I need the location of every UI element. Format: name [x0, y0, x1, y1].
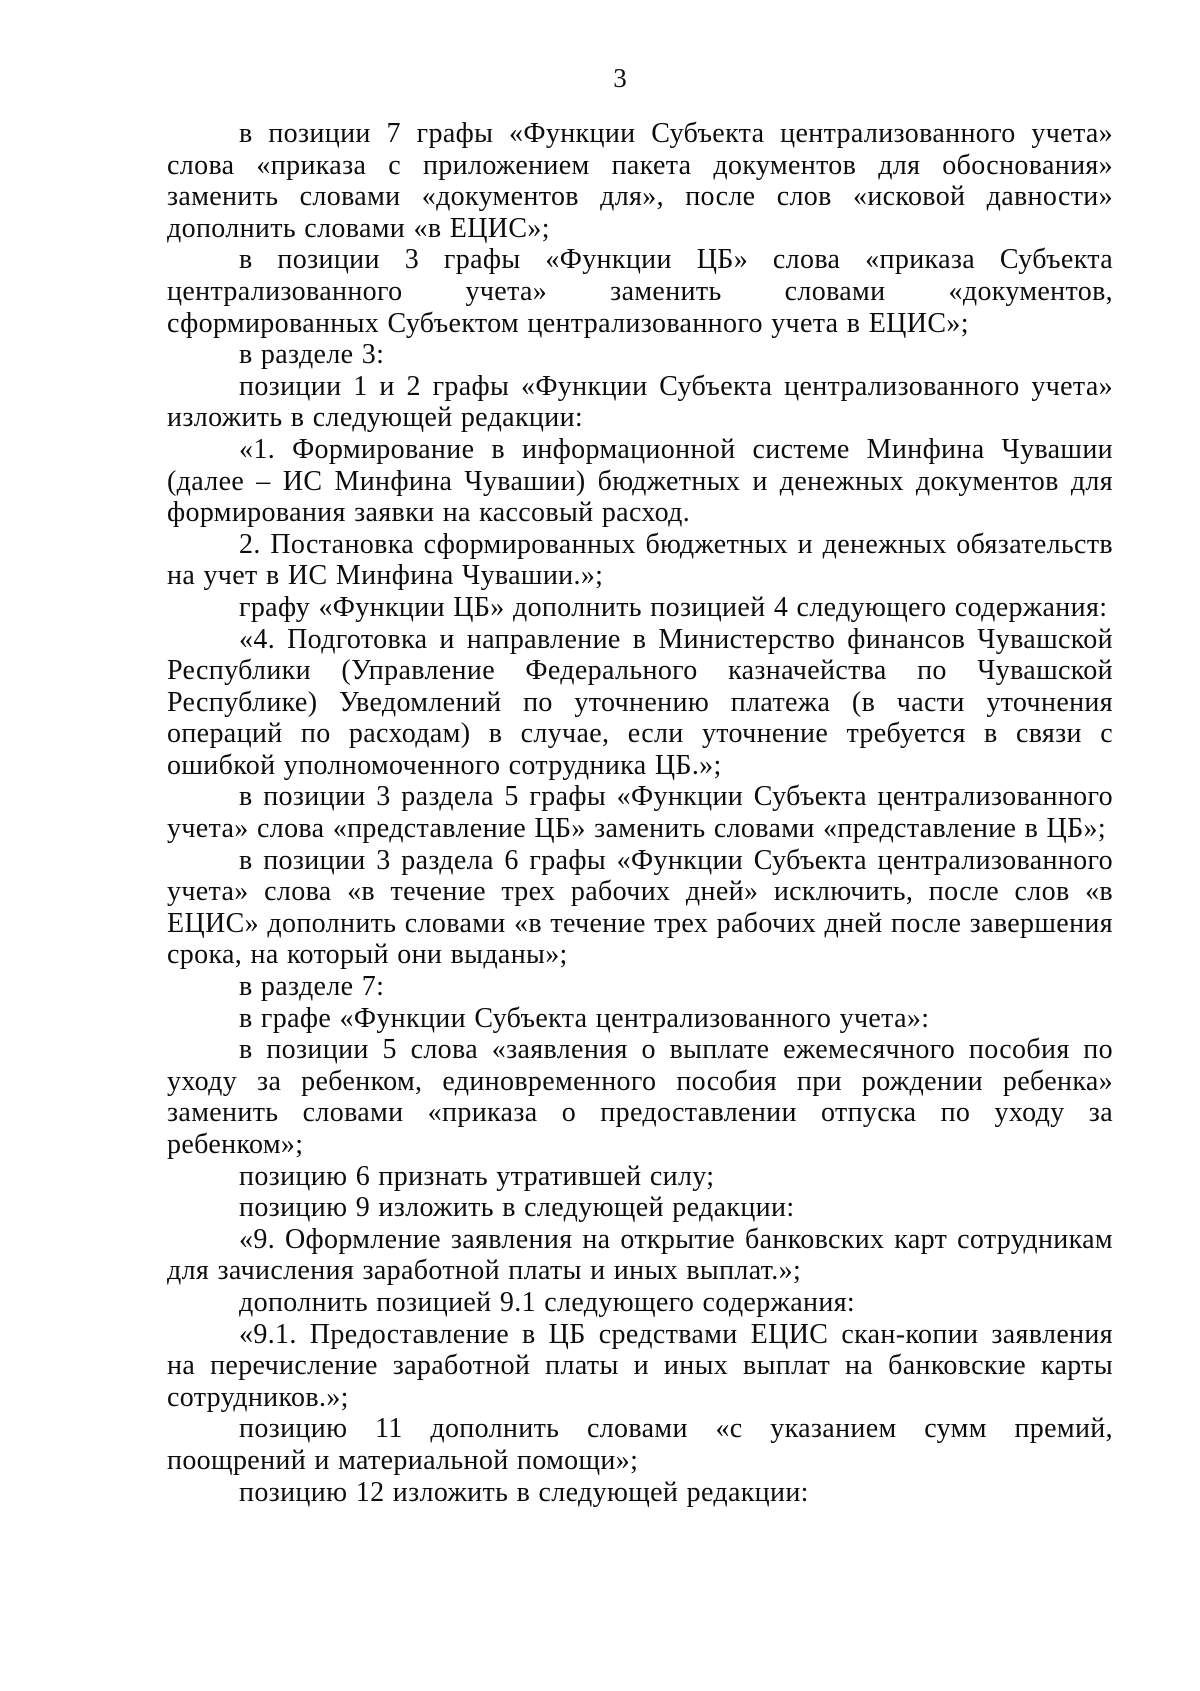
paragraph: «4. Подготовка и направление в Министерство финансов Чувашской Республики (Управление Федерального казначейства по Чувашской Республике) Уведомлений по уточнению платежа (в части уточнения операций по расходам) в случае, если уточнение требуется в связи с ошибкой уполномоченного сотрудника ЦБ.»; [167, 623, 1113, 781]
paragraph: в позиции 7 графы «Функции Субъекта централизованного учета» слова «приказа с приложением пакета документов для обоснования» заменить словами «документов для», после слов «исковой давности» дополнить словами «в ЕЦИС»; [167, 118, 1113, 244]
paragraph: «1. Формирование в информационной системе Минфина Чувашии (далее – ИС Минфина Чувашии) бюджетных и денежных документов для формирования заявки на кассовый расход. [167, 433, 1113, 529]
paragraph: «9. Оформление заявления на открытие банковских карт сотрудникам для зачисления заработной платы и иных выплат.»; [167, 1223, 1113, 1287]
paragraph: в позиции 3 графы «Функции ЦБ» слова «приказа Субъекта централизованного учета» заменить словами «документов, сформированных Субъектом централизованного учета в ЕЦИС»; [167, 244, 1113, 339]
paragraph: в разделе 3: [239, 339, 385, 371]
paragraph: позицию 12 изложить в следующей редакции: [239, 1476, 809, 1508]
document-body [167, 118, 1113, 1508]
page-number: 3 [613, 63, 627, 93]
paragraph: 2. Постановка сформированных бюджетных и денежных обязательств на учет в ИС Минфина Чувашии.»; [167, 528, 1113, 592]
paragraph: позицию 6 признать утратившей силу; [239, 1160, 715, 1192]
paragraph: в позиции 3 раздела 5 графы «Функции Субъекта централизованного учета» слова «представление ЦБ» заменить словами «представление в ЦБ»; [167, 781, 1113, 845]
paragraph: «9.1. Предоставление в ЦБ средствами ЕЦИС скан-копии заявления на перечисление заработной платы и иных выплат на банковские карты сотрудников.»; [167, 1318, 1113, 1413]
paragraph: в графе «Функции Субъекта централизованного учета»: [239, 1002, 930, 1034]
paragraph: в позиции 3 раздела 6 графы «Функции Субъекта централизованного учета» слова «в течение трех рабочих дней» исключить, после слов «в ЕЦИС» дополнить словами «в течение трех рабочих дней после завершения срока, на который они выданы»; [167, 844, 1113, 971]
paragraph: позицию 9 изложить в следующей редакции: [239, 1192, 795, 1224]
paragraph: позиции 1 и 2 графы «Функции Субъекта централизованного учета» изложить в следующей редакции: [167, 370, 1113, 434]
paragraph: в позиции 5 слова «заявления о выплате ежемесячного пособия по уходу за ребенком, единовременного пособия при рождении ребенка» заменить словами «приказа о предоставлении отпуска по уходу за ребенком»; [167, 1034, 1113, 1160]
paragraph: графу «Функции ЦБ» дополнить позицией 4 следующего содержания: [239, 591, 1108, 623]
paragraph: дополнить позицией 9.1 следующего содержания: [239, 1286, 856, 1318]
paragraph: позицию 11 дополнить словами «с указанием сумм премий, поощрений и материальной помощи»; [167, 1413, 1113, 1476]
paragraph: в разделе 7: [239, 971, 385, 1003]
